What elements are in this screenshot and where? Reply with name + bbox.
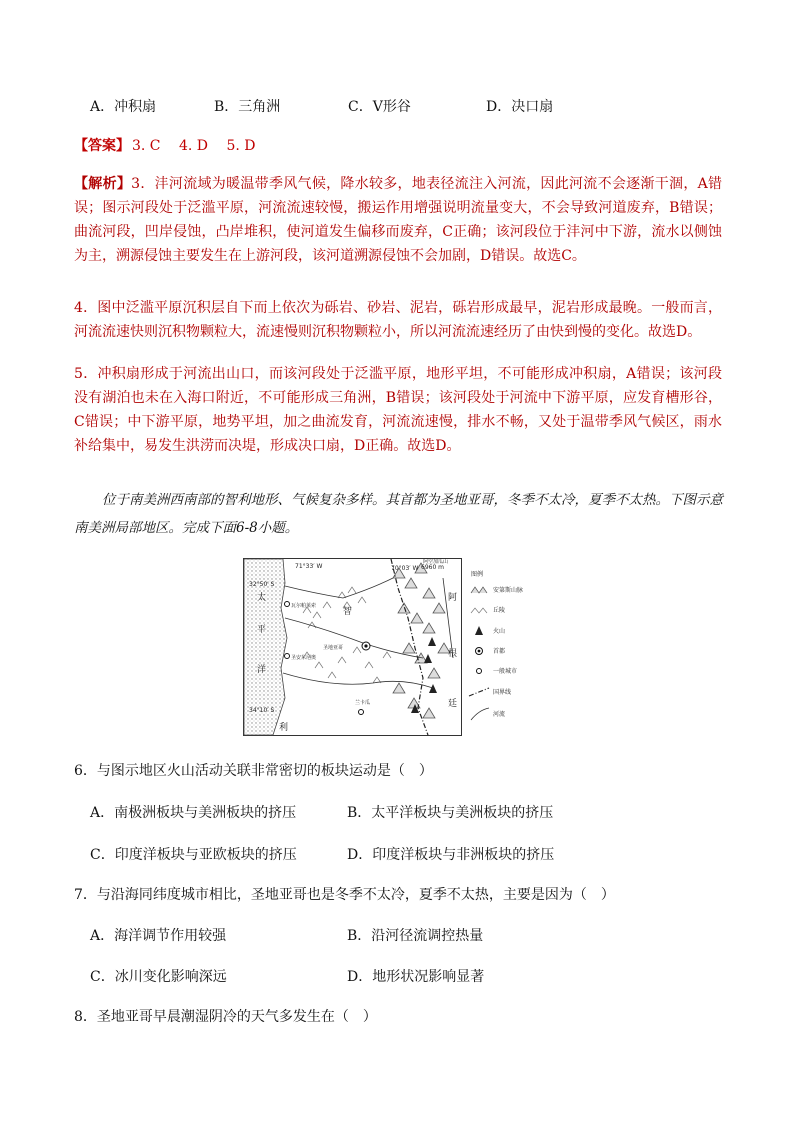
argentina-char-1: 阿 [448, 593, 458, 603]
question-6-option-b: B．太平洋板块与美洲板块的挤压 [347, 805, 554, 821]
city-legend-icon [477, 669, 482, 674]
ocean-char-2: 平 [257, 625, 267, 635]
capital-label: 圣地亚哥 [322, 645, 343, 651]
question-8-stem: 8．圣地亚哥早晨潮湿阴冷的天气多发生在（ ） [74, 1009, 377, 1025]
q5-option-b: B．三角洲 [214, 99, 281, 115]
volcano-legend-icon [475, 626, 483, 635]
question-intro: 位于南美洲西南部的智利地形、气候复杂多样。其首都为圣地亚哥，冬季不太冷，夏季不太热。下图示意南美洲局部地区。完成下面6-8小题。 [74, 492, 723, 536]
lon-right-label: 70°03′ W [391, 565, 419, 572]
legend-item-6: 国界线 [493, 689, 512, 696]
legend-item-5: 一般城市 [493, 668, 518, 675]
legend-item-7: 河流 [493, 711, 506, 718]
city-label-2: 圣安东尼奥 [291, 655, 317, 661]
analysis-text-4: 4．图中泛滥平原沉积层自下而上依次为砾岩、砂岩、泥岩，砾岩形成最早，泥岩形成最晚。一般而言，河流流速快则沉积物颗粒大，流速慢则沉积物颗粒小，所以河流流速经历了由快到慢的变化。故选D。 [74, 300, 722, 340]
peak-height-label: 6960 m [421, 564, 445, 571]
analysis-text-3: 3．沣河流域为暖温带季风气候，降水较多，地表径流注入河流，因此河流不会逐渐干涸，A错误；图示河段处于泛滥平原，河流流速较慢，搬运作用增强说明流量变大，不会导致河道废弃，B错误；曲流河段，凹岸侵蚀，凸岸堆积，使河道发生偏移而废弃，C正确；该河段位于沣河中下游，流水以侧蚀为主，溯源侵蚀主要发生在上游河段，该河道溯源侵蚀不会加剧，D错误。故选C。 [74, 176, 723, 264]
city-label-3: 兰卡瓜 [355, 700, 371, 706]
hill-legend-icon [471, 608, 487, 613]
map-figure [243, 558, 549, 736]
q5-option-c: C．V形谷 [348, 99, 411, 115]
analysis-text-5: 5．冲积扇形成于河流出山口，而该河段处于泛滥平原，地形平坦，不可能形成冲积扇，A错误；该河段没有湖泊也未在入海口附近，不可能形成三角洲，B错误；该河段处于河流中下游平原，应发育槽形谷，C错误；中下游平原，地势平坦，加之曲流发育，河流流速慢，排水不畅，又处于温带季风气候区，雨水补给集中，易发生洪涝而决堤，形成决口扇，D正确。故选D。 [74, 366, 722, 454]
q5-options [90, 96, 730, 116]
legend-item-2: 丘陵 [493, 607, 506, 614]
analysis-paragraph-5 [74, 362, 722, 458]
peak-name-label: 阿空加瓜山 [423, 559, 449, 565]
border-legend-icon [469, 688, 489, 696]
legend-item-1: 安第斯山脉 [493, 587, 524, 594]
lat-bottom-label: 34°10′ S [249, 707, 275, 714]
city-icon [359, 710, 364, 715]
answer-value: 3. C 4. D 5. D [132, 138, 256, 154]
mountain-legend-icon [471, 587, 487, 593]
q5-option-a: A．冲积扇 [90, 99, 157, 115]
legend-item-4: 首都 [493, 648, 506, 655]
river-legend-icon [471, 708, 489, 720]
question-6-option-d: D．印度洋板块与非洲板块的挤压 [347, 847, 555, 863]
country-char-2: 利 [279, 723, 289, 733]
analysis-paragraph-4 [74, 296, 722, 344]
question-7-option-c: C．冰川变化影响深远 [90, 969, 227, 985]
lat-top-label: 32°50′ S [249, 581, 275, 588]
country-char-1: 智 [343, 607, 353, 617]
question-7-option-d: D．地形状况影响显著 [347, 969, 485, 985]
argentina-char-3: 廷 [448, 699, 458, 709]
ocean-char-1: 太 [257, 593, 267, 603]
city-icon [285, 654, 290, 659]
analysis-label: 【解析】 [74, 176, 132, 192]
question-7-option-a: A．海洋调节作用较强 [90, 928, 227, 944]
q5-option-d: D．决口扇 [486, 99, 554, 115]
city-label-1: 瓦尔帕莱索 [291, 603, 317, 609]
ocean-char-3: 洋 [257, 665, 267, 675]
city-icon [285, 602, 290, 607]
chile-map [243, 558, 549, 736]
question-7-stem: 7．与沿海同纬度城市相比，圣地亚哥也是冬季不太冷，夏季不太热，主要是因为（ ） [74, 887, 615, 903]
question-6-option-a: A．南极洲板块与美洲板块的挤压 [90, 805, 297, 821]
question-6-option-c: C．印度洋板块与亚欧板块的挤压 [90, 847, 297, 863]
map-legend [469, 570, 523, 720]
analysis-paragraph-3 [74, 172, 722, 268]
legend-title: 图例 [471, 571, 484, 578]
argentina-char-2: 根 [448, 649, 458, 659]
legend-item-3: 火山 [493, 628, 506, 635]
lon-left-label: 71°33′ W [295, 563, 323, 570]
answer-label: 【答案】 [74, 138, 130, 154]
question-6-stem: 6．与图示地区火山活动关联非常密切的板块运动是（ ） [74, 763, 433, 779]
answer-line [74, 135, 255, 155]
question-7-option-b: B．沿河径流调控热量 [347, 928, 484, 944]
